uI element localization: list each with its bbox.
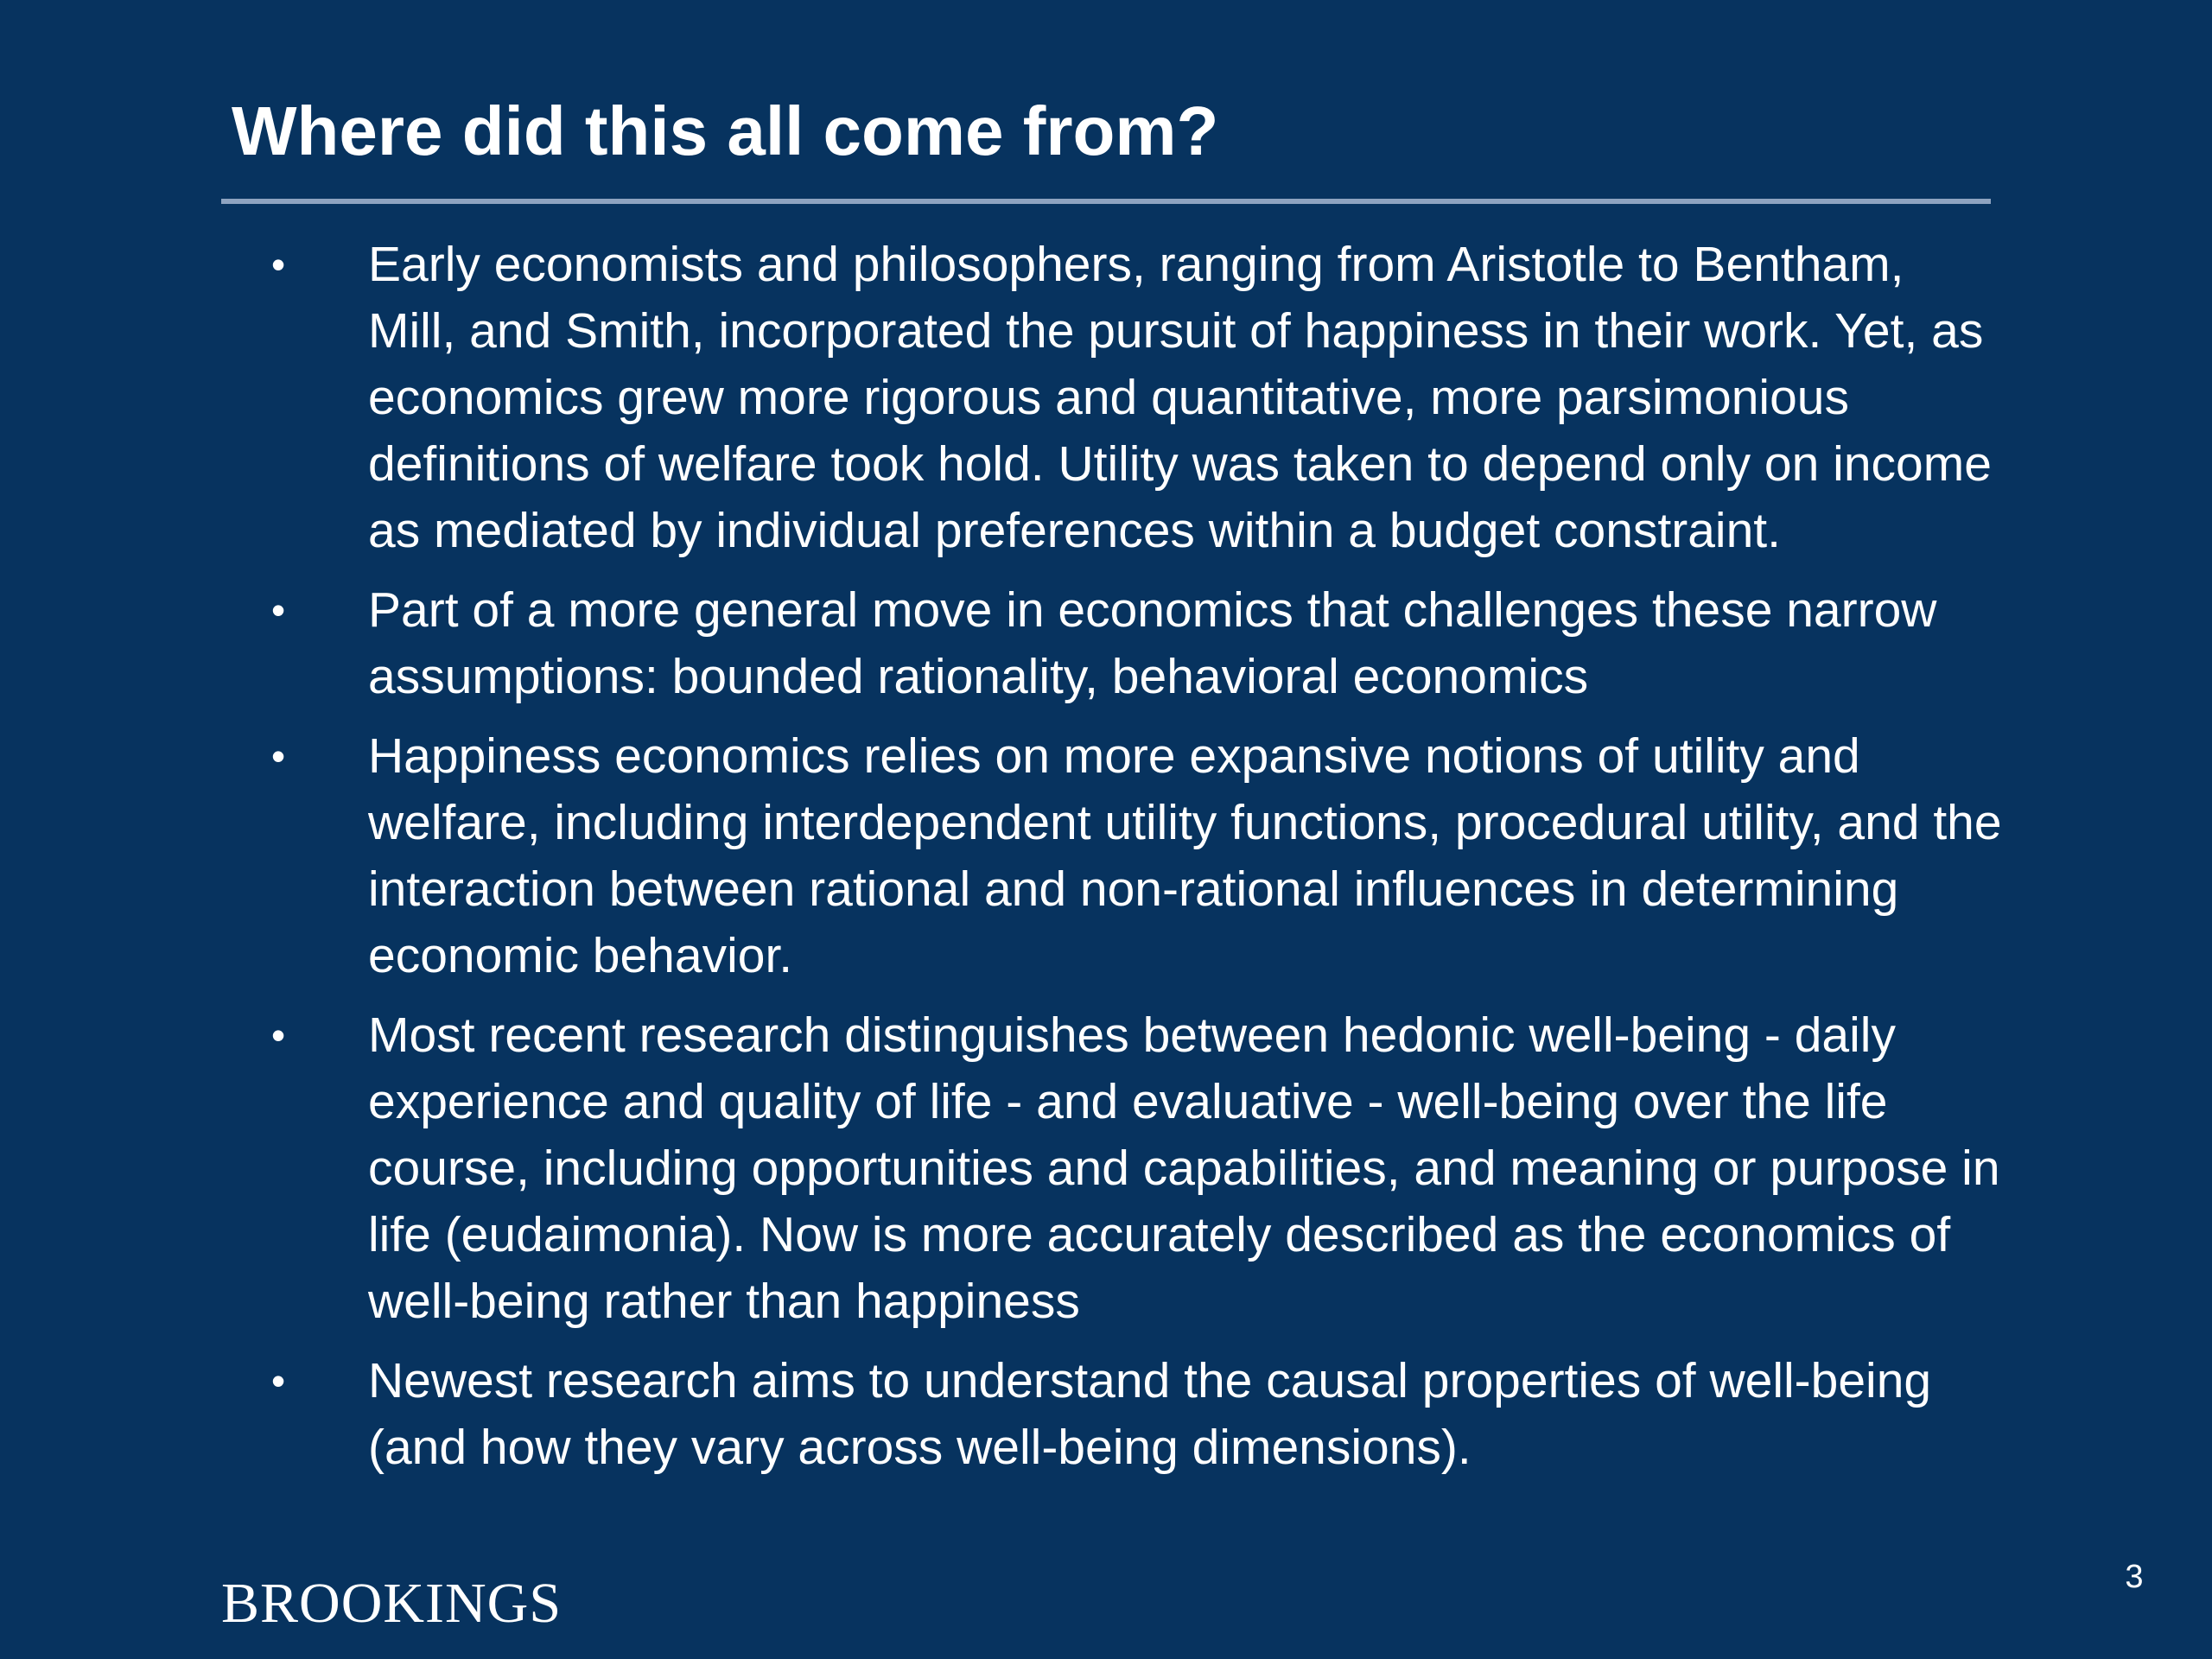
bullet-item — [259, 1002, 2005, 1335]
bullet-icon: • — [271, 1013, 286, 1058]
bullet-item — [259, 232, 2005, 564]
bullet-item — [259, 1348, 2005, 1481]
bullet-text: Early economists and philosophers, ranging from Aristotle to Bentham, Mill, and Smith, incorporated the pursuit of happiness in their work. Yet, as economics grew more rigorous and quantitative, more parsimonious definitions of welfare took hold. Utility was taken to depend only on income as mediated by individual preferences within a budget constraint. — [368, 237, 1992, 558]
bullet-text: Part of a more general move in economics that challenges these narrow assumptions: bounded rationality, behavioral economics — [368, 582, 1937, 704]
bullet-item — [259, 723, 2005, 989]
bullet-text: Newest research aims to understand the causal properties of well-being (and how they vary across well-being dimensions). — [368, 1353, 1932, 1475]
bullet-text: Most recent research distinguishes between hedonic well-being - daily experience and quality of life - and evaluative - well-being over the life course, including opportunities and capabilities, and meaning or purpose in life (eudaimonia). Now is more accurately described as the economics of well-being rather than happiness — [368, 1007, 2000, 1329]
title-divider — [221, 199, 1991, 204]
brookings-logo: BROOKINGS — [221, 1572, 563, 1635]
bullet-icon: • — [271, 242, 286, 287]
bullet-icon: • — [271, 1358, 286, 1403]
bullet-icon: • — [271, 588, 286, 632]
slide-title: Where did this all come from? — [232, 92, 1219, 169]
page-number: 3 — [2125, 1559, 2144, 1595]
bullet-list — [259, 232, 2005, 1494]
bullet-icon: • — [271, 734, 286, 779]
bullet-text: Happiness economics relies on more expansive notions of utility and welfare, including interdependent utility functions, procedural utility, and the interaction between rational and non-rational influences in determining economic behavior. — [368, 728, 2002, 983]
bullet-item — [259, 577, 2005, 710]
